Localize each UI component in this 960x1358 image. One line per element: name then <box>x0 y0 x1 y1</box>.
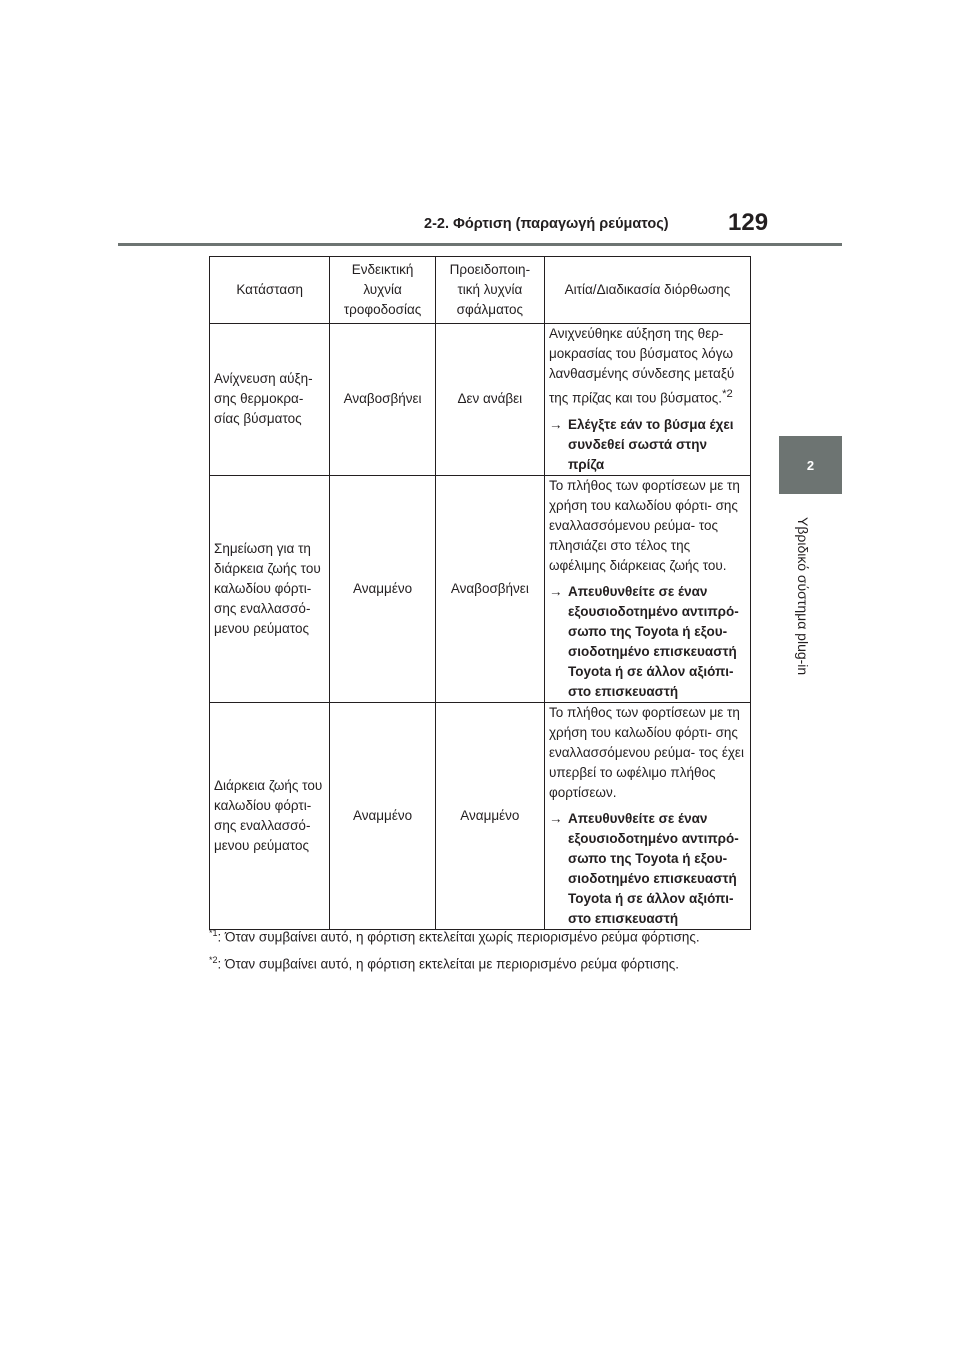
footnote-mark: *1 <box>209 928 218 938</box>
table-row <box>210 702 751 929</box>
error-lamp-cell: Δεν ανάβει <box>435 324 544 476</box>
error-lamp-cell: Αναμμένο <box>435 702 544 929</box>
condition-cell: Σημείωση για τη διάρκεια ζωής του καλωδίου φόρτι- σης εναλλασσό- μενου ρεύματος <box>210 475 330 702</box>
chapter-tab <box>779 436 842 494</box>
cause-text: Το πλήθος των φορτίσεων με τη χρήση του καλωδίου φόρτι- σης εναλλασσόμενου ρεύμα- τος πλησιάζει στο τέλος της ωφέλιμης διάρκειας ζωής του. <box>548 477 740 573</box>
section-title: 2-2. Φόρτιση (παραγωγή ρεύματος) <box>424 216 669 232</box>
arrow-icon: → <box>548 583 563 599</box>
footnote-mark: *2 <box>209 955 218 965</box>
table-header-row <box>210 257 751 324</box>
fix-text: Απευθυνθείτε σε έναν εξουσιοδοτημένο αντιπρό- σωπο της Toyota ή εξου- σιοδοτημένο επισκευαστή Toyota ή σε άλλον αξιόπι- στο επισκευαστή <box>567 810 739 926</box>
fix-text: Ελέγξτε εάν το βύσμα έχει συνδεθεί σωστά στην πρίζα <box>567 416 734 472</box>
cause-cell <box>544 475 750 702</box>
table-row <box>210 475 751 702</box>
fix-instruction <box>549 809 746 929</box>
fix-instruction <box>549 582 746 702</box>
power-lamp-cell: Αναμμένο <box>330 475 435 702</box>
fix-text: Απευθυνθείτε σε έναν εξουσιοδοτημένο αντιπρό- σωπο της Toyota ή εξου- σιοδοτημένο επισκευαστή Toyota ή σε άλλον αξιόπι- στο επισκευαστή <box>567 583 739 699</box>
fix-instruction <box>549 415 746 475</box>
chapter-label: Υβριδικό σύστημα plug-in <box>795 517 811 676</box>
power-lamp-cell: Αναβοσβήνει <box>330 324 435 476</box>
cause-text: Ανιχνεύθηκε αύξηση της θερ- μοκρασίας του βύσματος λόγω λανθασμένης σύνδεσης μεταξύ της πρίζας και του βύσματος.$^{*2}$ <box>548 326 735 406</box>
power-lamp-cell: Αναμμένο <box>330 702 435 929</box>
footnote-ref: *2 <box>722 388 733 400</box>
error-lamp-cell: Αναβοσβήνει <box>435 475 544 702</box>
condition-cell: Ανίχνευση αύξη- σης θερμοκρα- σίας βύσματος <box>210 324 330 476</box>
header-cause: Αιτία/Διαδικασία διόρθωσης <box>544 257 750 324</box>
cause-cell <box>544 702 750 929</box>
header-power-lamp: Ενδεικτική λυχνία τροφοδοσίας <box>330 257 435 324</box>
table-row <box>210 324 751 476</box>
header-error-lamp: Προειδοποιη- τική λυχνία σφάλματος <box>435 257 544 324</box>
cause-text: Το πλήθος των φορτίσεων με τη χρήση του καλωδίου φόρτι- σης εναλλασσόμενου ρεύμα- τος έχει υπερβεί το ωφέλιμο πλήθος φορτίσεων. <box>548 704 744 800</box>
footnote-text: : Όταν συμβαίνει αυτό, η φόρτιση εκτελείται με περιορισμένο ρεύμα φόρτισης. <box>217 956 680 972</box>
arrow-icon: → <box>548 810 563 826</box>
header-divider <box>118 243 842 246</box>
charging-status-table <box>209 256 751 930</box>
header-condition: Κατάσταση <box>210 257 330 324</box>
arrow-icon: → <box>548 416 563 432</box>
condition-cell: Διάρκεια ζωής του καλωδίου φόρτι- σης εναλλασσό- μενου ρεύματος <box>210 702 330 929</box>
chapter-number: 2 <box>806 457 815 473</box>
footnote <box>209 928 700 945</box>
page-number: 129 <box>728 209 769 236</box>
footnote <box>209 955 679 972</box>
footnote-text: : Όταν συμβαίνει αυτό, η φόρτιση εκτελείται χωρίς περιορισμένο ρεύμα φόρτισης. <box>217 929 700 945</box>
cause-cell <box>544 324 750 476</box>
